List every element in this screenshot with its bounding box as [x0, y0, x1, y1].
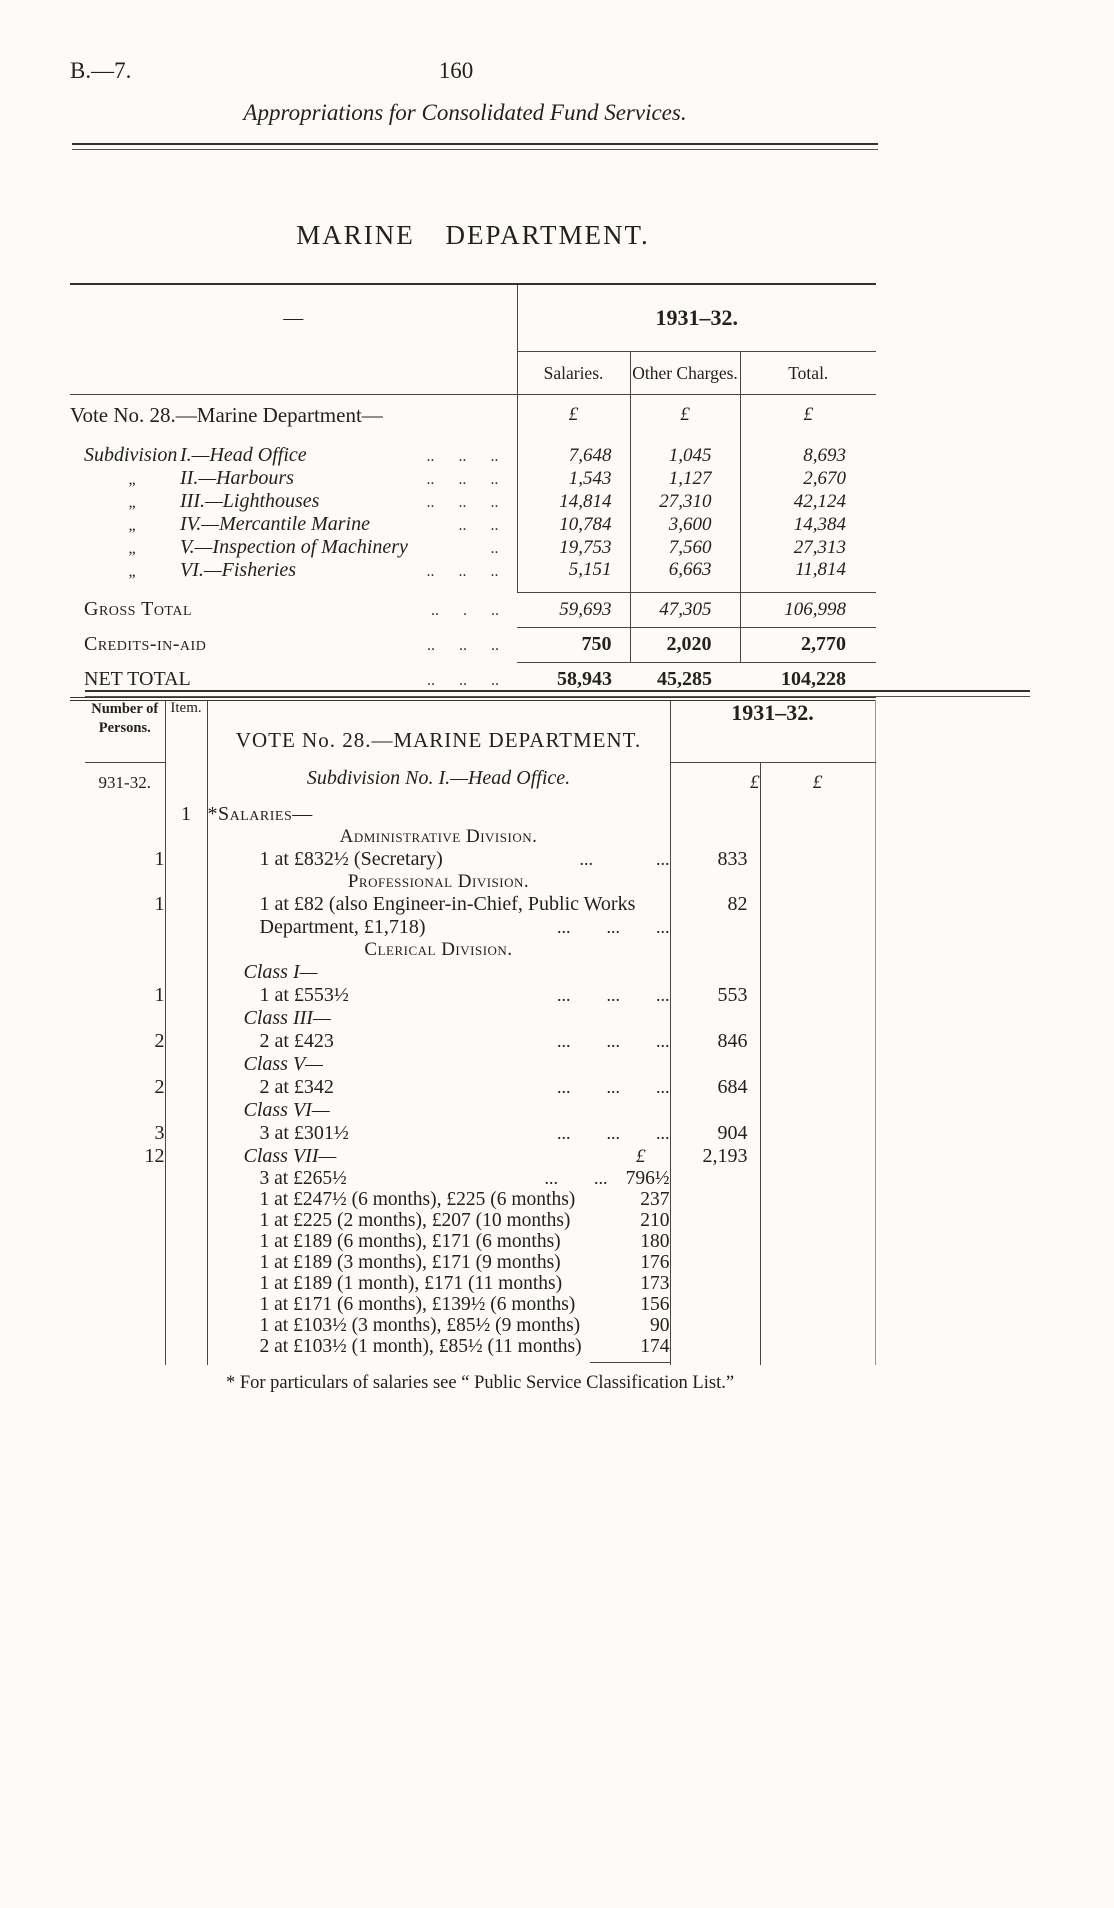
salaries-value: 10,784 [517, 513, 630, 536]
subtotal-rule [590, 1362, 670, 1363]
amount-value: 173 [640, 1273, 670, 1294]
vote-detail-section [85, 690, 1030, 1394]
salary-line-text: 3 at £301½ [259, 1122, 349, 1144]
persons-count: 2 [85, 1076, 165, 1099]
other-charges-value: 27,310 [630, 490, 740, 513]
pound-sign: £ [636, 1146, 646, 1167]
dot-leaders: .. .. .. [427, 637, 499, 654]
persons-year-label: 931-32. [85, 763, 165, 804]
amount-value: 176 [640, 1252, 670, 1273]
persons-count: 1 [85, 848, 165, 871]
subdivision-label: I.—Head Office [180, 444, 307, 466]
total-value: 2,770 [740, 627, 876, 662]
persons-count: 1 [85, 984, 165, 1007]
table-row-inspection-of-machinery [70, 536, 876, 559]
credits-in-aid-label: Credits-in-aid [84, 633, 207, 655]
table-row-head-office [70, 435, 876, 467]
vote-heading-row [70, 395, 876, 436]
salaries-value: 5,151 [517, 559, 630, 592]
pound-sign: £ [740, 395, 876, 436]
ditto-mark: „ [128, 471, 136, 488]
class-salary-row [85, 984, 875, 1007]
salary-line-text: 1 at £82 (also Engineer-in-Chief, Public Works [259, 893, 636, 915]
persons-count: 12 [85, 1145, 165, 1365]
ditto-mark: „ [128, 540, 136, 557]
year-header: 1931–32. [517, 284, 876, 352]
salary-line-text: 1 at £171 (6 months), £139½ (6 months) [259, 1294, 576, 1315]
column-header-salaries: Salaries. [517, 352, 630, 395]
salary-line-text: 1 at £553½ [259, 984, 349, 1006]
detail-title-block [207, 700, 670, 803]
column-header-row [70, 352, 876, 395]
salary-line [208, 1231, 670, 1252]
dot-leaders: .. .. .. [427, 671, 499, 689]
dot-leaders: ... ... [579, 849, 670, 869]
salaries-value: 750 [517, 627, 630, 662]
footnote: * For particulars of salaries see “ Public Service Classification List.” [225, 1373, 735, 1393]
dot-leaders: ... ... ... [557, 1123, 670, 1143]
other-charges-value: 45,285 [630, 662, 740, 699]
salary-line-text: 1 at £103½ (3 months), £85½ (9 months) [259, 1315, 581, 1336]
salary-line [208, 1210, 670, 1231]
amount-value: 156 [640, 1294, 670, 1315]
dash-mark: — [283, 306, 304, 329]
subtotal-value: 2,193 [670, 1145, 760, 1365]
salaries-heading-row [85, 803, 875, 826]
salary-line-text: 1 at £225 (2 months), £207 (10 months) [259, 1210, 571, 1231]
total-value: 8,693 [740, 435, 876, 467]
class-heading: Class VII— [243, 1145, 337, 1167]
total-value: 42,124 [740, 490, 876, 513]
amount-value: 684 [670, 1076, 760, 1099]
salaries-value: 7,648 [517, 435, 630, 467]
class-vii-block-row [85, 1145, 875, 1365]
dot-leaders: ... ... ... [557, 917, 670, 937]
subdivision-title: Subdivision No. I.—Head Office. [306, 767, 571, 789]
year-header: 1931–32. [670, 700, 875, 763]
vote-heading: Vote No. 28.—Marine Department— [70, 402, 383, 427]
division-heading: Administrative Division. [339, 826, 538, 847]
salaries-value: 1,543 [517, 467, 630, 490]
dot-leaders: .. .. .. [426, 471, 499, 488]
salary-line [208, 1189, 670, 1210]
other-charges-value: 1,045 [630, 435, 740, 467]
salary-line-text: Department, £1,718) [259, 916, 426, 938]
total-value: 14,384 [740, 513, 876, 536]
amount-value: 82 [670, 893, 760, 939]
table-row-lighthouses [70, 490, 876, 513]
class-heading-row [85, 1053, 875, 1076]
gross-total-row [70, 592, 876, 627]
year-header-row [70, 284, 876, 352]
page-number: 160 [438, 58, 474, 83]
salary-line-text: 2 at £103½ (1 month), £85½ (11 months) [259, 1336, 582, 1357]
class-heading: Class VI— [243, 1099, 330, 1121]
other-charges-value: 2,020 [630, 627, 740, 662]
amount-value: 846 [670, 1030, 760, 1053]
class-heading-row [85, 1099, 875, 1122]
table-row-mercantile-marine [70, 513, 876, 536]
salary-line-text: 1 at £189 (1 month), £171 (11 months) [259, 1273, 563, 1294]
amount-value: 180 [640, 1231, 670, 1252]
subdivision-label: IV.—Mercantile Marine [180, 513, 370, 535]
salary-line [208, 1273, 670, 1294]
salary-line [208, 1315, 670, 1336]
row-prefix: Subdivision [84, 444, 178, 466]
item-number: 1 [165, 803, 207, 826]
department-title: MARINE DEPARTMENT. [296, 220, 650, 250]
column-header-other-charges: Other Charges. [630, 352, 740, 395]
dot-leaders: ... ... ... [557, 1031, 670, 1051]
column-header-total: Total. [740, 352, 876, 395]
ditto-mark: „ [128, 494, 136, 511]
administrative-division-heading-row [85, 826, 875, 848]
salaries-heading: *Salaries— [207, 803, 313, 825]
salary-line [208, 1336, 670, 1357]
salaries-value: 14,814 [517, 490, 630, 513]
net-total-label: NET TOTAL [84, 667, 191, 690]
amount-value: 833 [670, 848, 760, 871]
other-charges-value: 7,560 [630, 536, 740, 559]
pound-sign: £ [630, 395, 740, 436]
table-row-fisheries [70, 559, 876, 592]
detail-header-row [85, 700, 875, 763]
amount-value: 796½ [625, 1168, 670, 1189]
gross-total-label: Gross Total [84, 598, 193, 620]
other-charges-value: 3,600 [630, 513, 740, 536]
salary-line [208, 1252, 670, 1273]
amount-value: 90 [650, 1315, 670, 1336]
other-charges-value: 47,305 [630, 592, 740, 627]
class-salary-row [85, 1122, 875, 1145]
dot-leaders: ... ... [544, 1168, 608, 1188]
class-heading-row [85, 961, 875, 984]
salary-line-text: 2 at £342 [259, 1076, 334, 1098]
professional-division-heading-row [85, 871, 875, 893]
dot-leaders: .. [490, 540, 499, 557]
other-charges-value: 1,127 [630, 467, 740, 490]
amount-value: 237 [640, 1189, 670, 1210]
amount-value: 174 [640, 1336, 670, 1357]
horizontal-rule [85, 690, 1030, 697]
salary-line [208, 1168, 670, 1189]
dot-leaders: ... ... ... [557, 1077, 670, 1097]
running-title: Appropriations for Consolidated Fund Services. [243, 100, 687, 125]
pound-sign: £ [670, 763, 760, 804]
amount-value: 904 [670, 1122, 760, 1145]
class-salary-row [85, 1030, 875, 1053]
class-heading: Class III— [243, 1007, 331, 1029]
dot-leaders: .. .. [458, 517, 499, 534]
dot-leaders: .. .. .. [426, 563, 499, 580]
dot-leaders: ... ... ... [557, 985, 670, 1005]
persons-count: 1 [85, 893, 165, 939]
appropriation-summary-table [70, 283, 876, 701]
engineer-salary-row [85, 893, 875, 939]
amount-value: 553 [670, 984, 760, 1007]
column-header-item: Item. [165, 700, 207, 803]
class-salary-row [85, 1076, 875, 1099]
pound-sign: £ [517, 395, 630, 436]
class-heading: Class I— [243, 961, 318, 983]
total-value: 2,670 [740, 467, 876, 490]
horizontal-rule [72, 143, 878, 150]
ditto-mark: „ [128, 563, 136, 580]
table-row-harbours [70, 467, 876, 490]
vote-detail-table [85, 700, 876, 1365]
persons-count: 3 [85, 1122, 165, 1145]
persons-count: 2 [85, 1030, 165, 1053]
credits-in-aid-row [70, 627, 876, 662]
other-charges-value: 6,663 [630, 559, 740, 592]
ditto-mark: „ [128, 517, 136, 534]
secretary-salary-row [85, 848, 875, 871]
total-value: 106,998 [740, 592, 876, 627]
dot-leaders: .. .. .. [426, 448, 499, 465]
salary-line-text: 1 at £832½ (Secretary) [259, 848, 443, 870]
class-heading-row [85, 1007, 875, 1030]
salary-line-text: 2 at £423 [259, 1030, 334, 1052]
vote-title: VOTE No. 28.—MARINE DEPARTMENT. [235, 728, 642, 752]
clerical-division-heading-row [85, 939, 875, 961]
total-value: 11,814 [740, 559, 876, 592]
salary-line-text: 1 at £247½ (6 months), £225 (6 months) [259, 1189, 576, 1210]
division-heading: Clerical Division. [364, 939, 513, 960]
division-heading: Professional Division. [347, 871, 530, 892]
salary-line-text: 1 at £189 (6 months), £171 (6 months) [259, 1231, 561, 1252]
document-reference: B.—7. [70, 58, 132, 83]
subdivision-label: VI.—Fisheries [180, 559, 297, 581]
total-value: 104,228 [740, 662, 876, 699]
salary-line-text: 1 at £189 (3 months), £171 (9 months) [259, 1252, 561, 1273]
dot-leaders: .. .. .. [426, 494, 499, 511]
amount-value: 210 [640, 1210, 670, 1231]
dot-leaders: .. . .. [431, 602, 499, 619]
pound-sign: £ [760, 763, 875, 804]
subdivision-label: V.—Inspection of Machinery [180, 536, 408, 558]
salaries-value: 58,943 [517, 662, 630, 699]
class-heading: Class V— [243, 1053, 323, 1075]
salaries-value: 19,753 [517, 536, 630, 559]
salary-line-text: 3 at £265½ [259, 1168, 347, 1189]
subdivision-label: III.—Lighthouses [180, 490, 320, 512]
total-value: 27,313 [740, 536, 876, 559]
column-header-number-of-persons: Number of Persons. [85, 700, 165, 763]
salaries-value: 59,693 [517, 592, 630, 627]
salary-line [208, 1294, 670, 1315]
subdivision-label: II.—Harbours [180, 467, 294, 489]
